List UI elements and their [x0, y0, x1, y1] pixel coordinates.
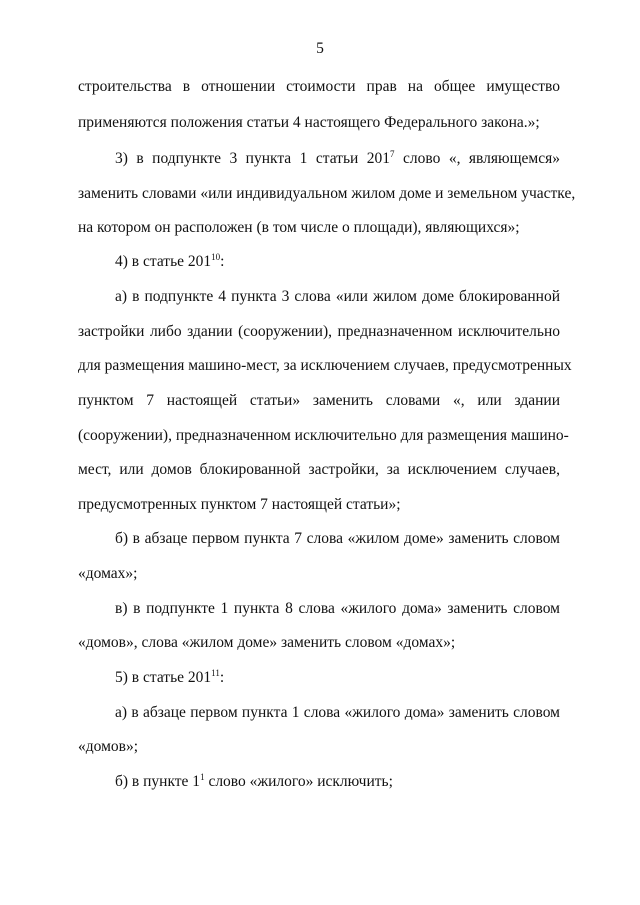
superscript: 1	[200, 771, 205, 782]
text-line: в) в подпункте 1 пункта 8 слова «жилого дома» заменить словом	[115, 600, 560, 617]
text-line: 3) в подпункте 3 пункта 1 статьи $201^7$ слово «, являющемся»	[115, 148, 560, 167]
text-line: пунктом 7 настоящей статьи» заменить словами «, или здании	[78, 392, 560, 409]
text-line: заменить словами «или индивидуальном жилом доме и земельном участке,	[78, 185, 576, 202]
text-line: для размещения машино-мест, за исключением случаев, предусмотренных	[78, 357, 572, 374]
text-line: 5) в статье $201^{11}$:	[115, 667, 225, 686]
superscript: 7	[390, 148, 395, 159]
superscript: 10	[211, 251, 221, 262]
text-line: а) в подпункте 4 пункта 3 слова «или жилом доме блокированной	[115, 288, 560, 305]
text-line: «домов»;	[78, 738, 139, 755]
text-line: 4) в статье $201^{10}$:	[115, 251, 225, 270]
text-line: строительства в отношении стоимости прав на общее имущество	[78, 78, 560, 95]
text-line: применяются положения статьи 4 настоящего Федерального закона.»;	[78, 114, 540, 131]
text-line: а) в абзаце первом пункта 1 слова «жилого дома» заменить словом	[115, 704, 560, 721]
text-line: мест, или домов блокированной застройки, за исключением случаев,	[78, 461, 560, 478]
text-line: предусмотренных пунктом 7 настоящей статьи»;	[78, 496, 401, 513]
text-line: «домов», слова «жилом доме» заменить словом «домах»;	[78, 634, 456, 651]
page-number: 5	[316, 40, 324, 57]
text-line: б) в пункте $1^1$ слово «жилого» исключить;	[115, 771, 393, 790]
text-line: «домах»;	[78, 565, 138, 582]
text-line: (сооружении), предназначенном исключительно для размещения машино-	[78, 427, 569, 444]
text-line: б) в абзаце первом пункта 7 слова «жилом доме» заменить словом	[115, 530, 560, 547]
text-line: на котором он расположен (в том числе о площади), являющихся»;	[78, 219, 520, 236]
superscript: 11	[211, 667, 220, 678]
text-line: застройки либо здании (сооружении), предназначенном исключительно	[78, 323, 560, 340]
